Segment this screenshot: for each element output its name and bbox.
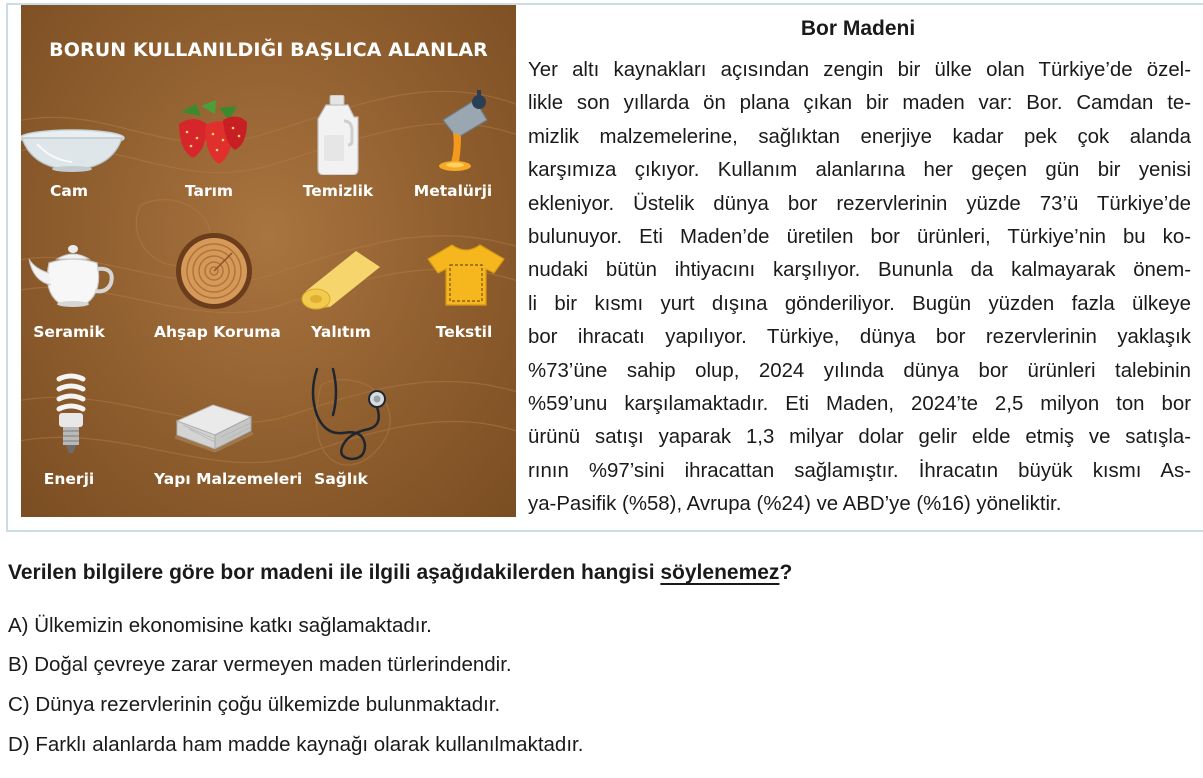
glass-bowl-icon <box>21 100 127 180</box>
item-label: Seramik <box>33 323 105 341</box>
tshirt-icon <box>426 241 506 307</box>
article-line: ürünü satışı yaparak 1,3 milyar dolar gelir elde etmiş ve satışla- <box>528 426 1191 449</box>
article-line: mizlik malzemelerine, sağlıktan enerjiye kadar pek çok alanda <box>528 125 1191 148</box>
item-label: Metalürji <box>413 182 493 200</box>
detergent-bottle-icon <box>314 95 364 175</box>
option-b[interactable]: B) Doğal çevreye zarar vermeyen maden türlerindendir. <box>8 653 512 676</box>
article-title: Bor Madeni <box>800 17 916 40</box>
article-line: bulunuyor. Eti Maden’de üretilen bor ürünleri, Türkiye’nin bu ko- <box>528 225 1191 248</box>
question-stem <box>8 561 792 585</box>
option-a[interactable]: A) Ülkemizin ekonomisine katkı sağlamaktadır. <box>8 614 432 637</box>
strawberry-icon <box>171 100 251 170</box>
article-body <box>528 54 1191 521</box>
question-mark: ? <box>779 561 793 584</box>
article-line: bor ihracatı yapılıyor. Türkiye, dünya bor rezervlerinin yaklaşık <box>528 326 1191 349</box>
article-line: likle son yıllarda ön plana çıkan bir maden var: Bor. Camdan te- <box>528 92 1191 115</box>
item-label: Yalıtım <box>311 323 371 341</box>
option-c[interactable]: C) Dünya rezervlerinin çoğu ülkemizde bulunmaktadır. <box>8 693 501 716</box>
light-bulb-icon <box>51 373 91 463</box>
article-line: rının %97’sini ihracattan sağlamıştır. İhracatın büyük kısmı As- <box>528 459 1191 482</box>
stethoscope-icon <box>303 363 393 463</box>
ceramic-teapot-icon <box>27 241 117 311</box>
article-line: li bir kısmı yurt dışına gönderiliyor. Bugün yüzden fazla ülkeye <box>528 292 1191 315</box>
question-underlined-word: söylenemez <box>660 561 780 584</box>
molten-metal-ladle-icon <box>435 90 495 175</box>
article-line: Yer altı kaynakları açısından zengin bir ülke olan Türkiye’de özel- <box>528 59 1191 81</box>
item-label: Yapı Malzemeleri <box>154 470 303 488</box>
article-line: karşımıza çıkıyor. Kullanım alanlarına her geçen gün bir yenisi <box>528 159 1191 182</box>
article-line: ekleniyor. Üstelik dünya bor rezervlerinin yüzde 73’ü Türkiye’de <box>528 192 1191 215</box>
infographic-title: BORUN KULLANILDIĞI BAŞLICA ALANLAR <box>49 39 488 61</box>
insulation-roll-icon <box>296 241 386 311</box>
item-label: Sağlık <box>314 470 368 488</box>
article-line: %73’üne sahip olup, 2024 yılında dünya bor ürünleri talebinin <box>528 359 1191 382</box>
item-label: Tekstil <box>435 323 493 341</box>
item-label: Cam <box>50 182 88 200</box>
item-label: Tarım <box>184 182 234 200</box>
article-line: nudaki bütün ihtiyacını karşılıyor. Bununla da kalmayarak önem- <box>528 259 1191 282</box>
item-label: Ahşap Koruma <box>154 323 281 341</box>
item-label: Enerji <box>43 470 95 488</box>
article-line: ya-Pasifik (%58), Avrupa (%24) ve ABD’ye (%16) yöneliktir. <box>528 493 1062 516</box>
article-line: %59’unu karşılamaktadır. Eti Maden, 2024’te 2,5 milyon ton bor <box>528 392 1191 415</box>
building-blocks-icon <box>169 395 259 455</box>
option-d[interactable]: D) Farklı alanlarda ham madde kaynağı olarak kullanılmaktadır. <box>8 733 584 756</box>
boron-usage-infographic <box>21 5 516 517</box>
item-label: Temizlik <box>302 182 374 200</box>
wood-log-icon <box>174 231 254 311</box>
question-text: Verilen bilgilere göre bor madeni ile ilgili aşağıdakilerden hangisi <box>8 561 661 584</box>
